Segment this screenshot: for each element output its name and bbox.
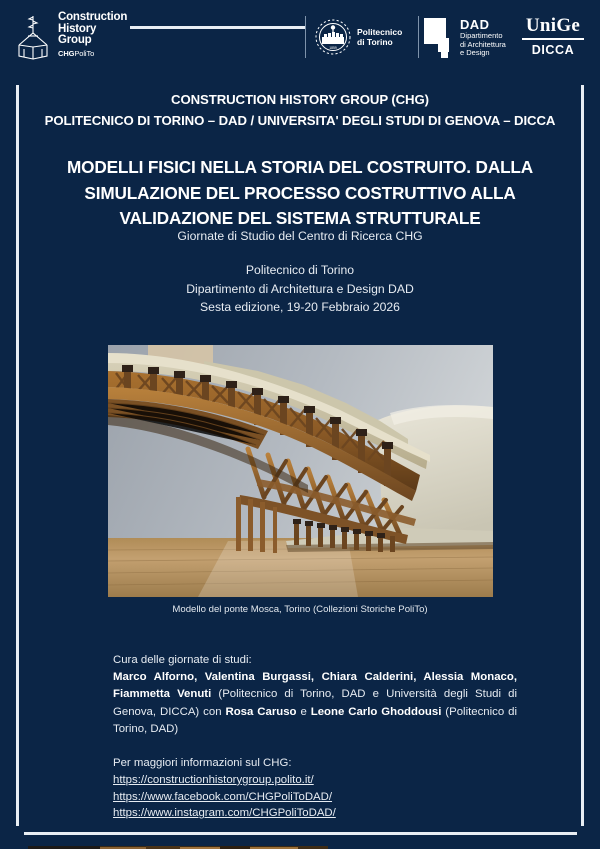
curator-affiliation-secondary: (Politecnico di Torino, DAD) [113,705,517,735]
curator-name-rosa: Rosa Caruso [225,705,297,718]
politecnico-logo [313,17,413,57]
frame-rule-right [581,85,584,826]
title-line-1: MODELLI FISICI NELLA STORIA DEL COSTRUITO. DALLA [66,157,534,177]
photo-caption: Modello del ponte Mosca, Torino (Collezioni Storiche PoliTo) [172,604,428,615]
header-divider-right [418,16,419,58]
venue-line-3: Sesta edizione, 19-20 Febbraio 2026 [200,300,400,314]
venue-line-1: Politecnico di Torino [245,263,355,277]
curator-conjunction: e [296,705,311,718]
venue-line-2: Dipartimento di Architettura e Design DAD [186,281,414,296]
link-chg-website[interactable]: https://constructionhistorygroup.polito.it/ [113,773,314,786]
link-facebook[interactable]: https://www.facebook.com/CHGPoliToDAD/ [113,790,333,803]
info-lead: Per maggiori informazioni sul CHG: [113,757,292,769]
unige-logo-subtitle: DICCA [531,43,575,57]
organizers-heading [30,89,570,131]
dad-logo [424,18,512,58]
page-title [45,155,555,232]
frame-rule-left [16,85,19,826]
svg-text:1859: 1859 [329,46,337,50]
polito-seal-icon [313,17,353,57]
curator-name-leone: Leone Carlo Ghoddousi [310,705,442,718]
info-block [113,755,517,822]
curators-block [113,652,517,738]
bridge-model-photo [108,345,493,597]
unige-logo [518,16,588,58]
header-divider-left [305,16,306,58]
curator-names-primary: Marco Alforno, Valentina Burgassi, Chiara Calderini, Alessia Monaco, Fiammetta Venuti [113,671,517,701]
title-line-3: VALIDAZIONE DEL SISTEMA STRUTTURALE [119,208,481,228]
curator-affiliation-primary: (Politecnico di Torino, DAD e Università degli Studi di Genova, DICCA) con [113,688,517,718]
poster-header [0,0,600,70]
dad-squares-icon [424,18,456,58]
unige-logo-title: UniGe [525,15,581,36]
frame-rule-bottom [24,832,577,835]
chg-logo [16,12,136,62]
dad-logo-subtitle: Dipartimento di Architettura e Design [460,31,506,58]
politecnico-logo-text: Politecnico di Torino [357,27,403,47]
chg-logo-text: Construction History Group [58,11,128,47]
header-rule [130,26,305,29]
title-line-2: SIMULAZIONE DEL PROCESSO COSTRUTTIVO ALLA [84,182,516,203]
curators-paragraph [113,669,517,738]
bottom-image-sliver [28,841,328,849]
page-subtitle: Giornate di Studio del Centro di Ricerca CHG [177,229,423,243]
organizers-line-2: POLITECNICO DI TORINO – DAD / UNIVERSITA' DEGLI STUDI DI GENOVA – DICCA [44,113,556,128]
curators-lead: Cura delle giornate di studi: [113,654,252,666]
chg-logo-tagline: CHGPoliTo [58,49,95,58]
organizers-line-1: CONSTRUCTION HISTORY GROUP (CHG) [171,92,429,107]
bridge-truss-icon [16,14,56,60]
unige-logo-rule [522,38,584,40]
link-instagram[interactable]: https://www.instagram.com/CHGPoliToDAD/ [113,807,336,820]
venue-block [45,261,555,317]
dad-logo-title: DAD [460,17,490,32]
